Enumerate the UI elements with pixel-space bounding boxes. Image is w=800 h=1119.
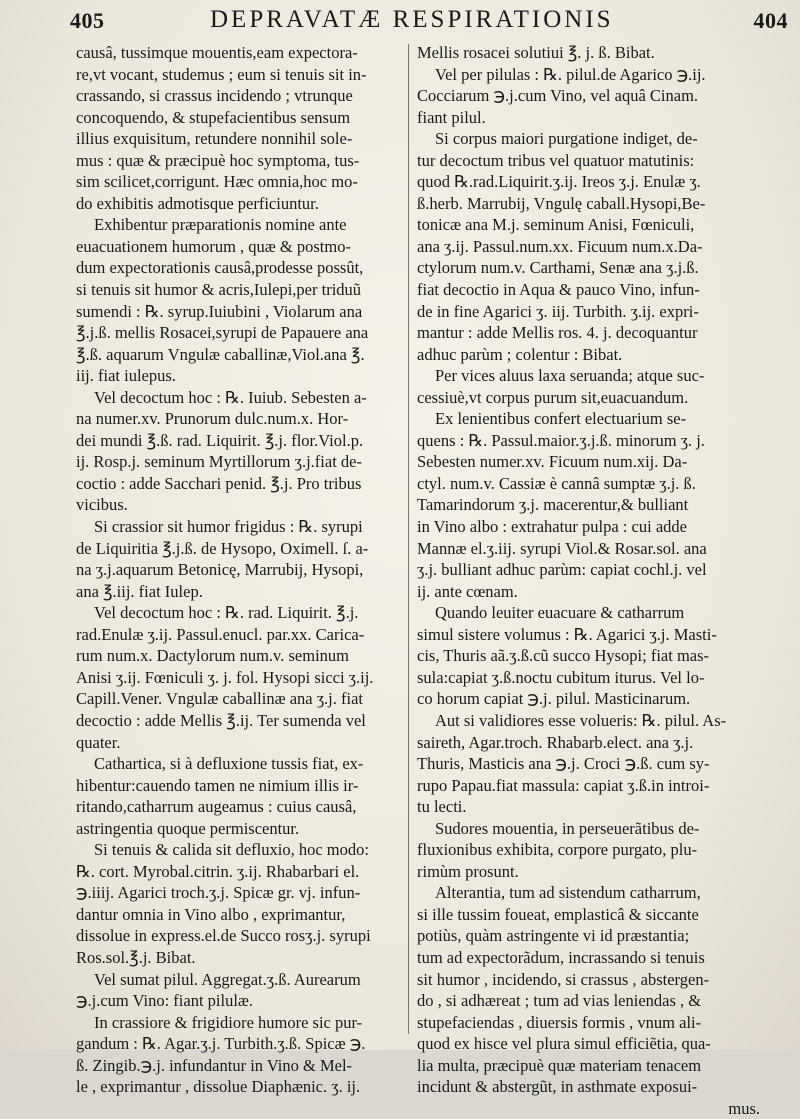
text-line: Thuris, Masticis ana ℈.j. Croci ℈.ß. cum sy-	[417, 754, 710, 774]
text-line: euacuationem humorum , quæ & postmo-	[76, 236, 351, 256]
text-line: dei mundi ℥.ß. rad. Liquirit. ℥.j. flor.Viol.p.	[76, 430, 364, 450]
text-line: simul sistere volumus : ℞. Agarici ʒ.j. Masti-	[417, 624, 717, 644]
text-line: do exhibitis admotisque perficiuntur.	[76, 193, 319, 213]
text-line: fiant pilul.	[417, 107, 486, 127]
text-line: decoctio : adde Mellis ℥.ij. Ter sumenda vel	[76, 710, 366, 730]
text-line: mantur : adde Mellis ros. 4. j. decoquantur	[417, 323, 698, 343]
text-line: sula:capiat ʒ.ß.noctu cubitum iturus. Vel lo-	[417, 667, 705, 687]
text-line: astringentia quoque permiscentur.	[76, 818, 300, 838]
text-line: Sebesten numer.xv. Ficuum num.xij. Da-	[417, 452, 688, 472]
text-line: Vel per pilulas : ℞. pilul.de Agarico ℈.ij.	[435, 64, 706, 84]
text-line: na numer.xv. Prunorum dulc.num.x. Hor-	[76, 409, 349, 429]
text-line: le , exprimantur , dissolue Diaphænic. ʒ. ij.	[76, 1077, 361, 1097]
text-line: tu lecti.	[417, 797, 467, 817]
text-line: mus : quæ & præcipuè hoc symptoma, tus-	[76, 150, 360, 170]
column-divider	[408, 44, 409, 1034]
text-line: crassando, si crassus incidendo ; vtrunque	[76, 86, 353, 106]
text-line: Sudores mouentia, in perseuerãtibus de-	[435, 818, 700, 838]
text-line: ß. Zingib.℈.j. infundantur in Vino & Mel-	[76, 1055, 353, 1075]
text-line: ana ʒ.ij. Passul.num.xx. Ficuum num.x.Da-	[417, 236, 703, 256]
text-line: lia multa, præcipuè quæ materiam tenacem	[417, 1055, 702, 1075]
text-line: ʒ.j. bulliant adhuc parùm: capiat cochl.j. vel	[417, 560, 707, 580]
text-line: In crassiore & frigidiore humore sic pur-	[94, 1012, 363, 1032]
text-line: re,vt vocant, studemus ; eum si tenuis sit in-	[76, 64, 367, 84]
text-line: causâ, tussimque mouentis,eam expectora-	[76, 43, 358, 62]
text-line: potiùs, quàm astringente vi id præstantia;	[417, 926, 690, 946]
text-line: Cocciarum ℈.j.cum Vino, vel aquâ Cinam.	[417, 86, 699, 106]
text-line: do , si adhæreat ; tum ad vias leniendas , &	[417, 991, 702, 1011]
text-line: ritando,catharrum augeamus : cuius causâ,	[76, 797, 357, 817]
text-line: fluxionibus exhibita, corpore purgato, plu-	[417, 840, 698, 860]
text-line: de Liquiritia ℥.j.ß. de Hysopo, Oximell. ſ. a-	[76, 538, 369, 558]
text-line: rum num.x. Dactylorum num.v. seminum	[76, 646, 349, 666]
page-number-right: 404	[753, 8, 788, 33]
text-line: dum expectorationis causâ,prodesse possût,	[76, 258, 364, 278]
text-line: Vel sumat pilul. Aggregat.ʒ.ß. Aurearum	[94, 969, 361, 989]
text-line: ij. Rosp.j. seminum Myrtillorum ʒ.j.fiat de-	[76, 452, 362, 472]
text-line: Cathartica, si à defluxione tussis fiat, ex-	[94, 754, 364, 774]
text-line: Si tenuis & calida sit defluxio, hoc modo:	[94, 840, 369, 860]
text-line: co horum capiat ℈.j. pilul. Masticinarum.	[417, 689, 691, 709]
text-line: quater.	[76, 732, 121, 752]
text-line: Per vices aluus laxa seruanda; atque suc-	[435, 366, 705, 386]
text-line: ctylorum num.v. Carthami, Senæ ana ʒ.j.ß.	[417, 258, 699, 278]
text-line: in Vino albo : extrahatur pulpa : cui adde	[417, 517, 687, 537]
text-line: tonicæ ana M.j. seminum Anisi, Fœniculi,	[417, 215, 695, 235]
text-line: Capill.Vener. Vngulæ caballinæ ana ʒ.j. fiat	[76, 689, 364, 709]
text-line: illius exquisitum, retundere nonnihil sole-	[76, 129, 353, 149]
text-line: quens : ℞. Passul.maior.ʒ.j.ß. minorum ʒ. j.	[417, 430, 705, 450]
running-title: DEPRAVATÆ RESPIRATIONIS	[210, 6, 614, 33]
text-line: na ʒ.j.aquarum Betonicę, Marrubij, Hysopi,	[76, 560, 364, 580]
text-line: cis, Thuris aã.ʒ.ß.cũ succo Hysopi; fiat mas-	[417, 646, 710, 666]
text-line: Si crassior sit humor frigidus : ℞. syrupi	[94, 517, 363, 537]
text-line: Mellis rosacei solutiui ℥. j. ß. Bibat.	[417, 43, 655, 62]
text-line: Exhibentur præparationis nomine ante	[94, 215, 347, 235]
text-line: dantur omnia in Vino albo , exprimantur,	[76, 904, 346, 924]
text-line: Anisi ʒ.ij. Fœniculi ʒ. j. fol. Hysopi sicci ʒ.ij.	[76, 667, 374, 687]
text-line: ctyl. num.v. Cassiæ è cannâ sumptæ ʒ.j. ß.	[417, 473, 696, 493]
text-line: gandum : ℞. Agar.ʒ.j. Turbith.ʒ.ß. Spicæ ℈.	[76, 1034, 366, 1054]
text-line: rupo Papau.fiat massula: capiat ʒ.ß.in introi-	[417, 775, 710, 795]
text-line: ℞. cort. Myrobal.citrin. ʒ.ij. Rhabarbari el.	[76, 861, 360, 881]
text-line: adhuc parùm ; colentur : Bibat.	[417, 344, 623, 364]
text-line: sumendi : ℞. syrup.Iuiubini , Violarum ana	[76, 301, 363, 321]
text-line: iij. fiat iulepus.	[76, 366, 176, 386]
text-line: dissolue in express.el.de Succo rosʒ.j. syrupi	[76, 926, 371, 946]
text-line: mus.	[728, 1098, 760, 1118]
right-text-column	[417, 42, 760, 1119]
text-line: ij. ante cœnam.	[417, 581, 518, 601]
text-line: ℥.j.ß. mellis Rosacei,syrupi de Papauere ana	[76, 323, 369, 343]
text-line: Vel decoctum hoc : ℞. rad. Liquirit. ℥.j.	[94, 603, 359, 623]
text-line: sim scilicet,corrigunt. Hæc omnia,hoc mo-	[76, 172, 358, 192]
text-line: coctio : adde Sacchari penid. ℥.j. Pro tribus	[76, 473, 362, 493]
text-line: si tenuis sit humor & acris,Iulepi,per triduũ	[76, 280, 362, 300]
text-line: ℈.iiij. Agarici troch.ʒ.j. Spicæ gr. vj. infun-	[76, 883, 361, 903]
text-line: quod ℞.rad.Liquirit.ʒ.ij. Ireos ʒ.j. Enulæ ʒ.	[417, 172, 701, 192]
text-line: Quando leuiter euacuare & catharrum	[435, 603, 685, 623]
text-line: rimùm prosunt.	[417, 861, 519, 881]
text-line: Mannæ el.ʒ.iij. syrupi Viol.& Rosar.sol. ana	[417, 538, 707, 558]
text-line: ana ℥.iij. fiat Iulep.	[76, 581, 203, 601]
text-line: sit humor , incidendo, si crassus , abstergen-	[417, 969, 710, 989]
text-line: Vel decoctum hoc : ℞. Iuiub. Sebesten a-	[94, 387, 367, 407]
text-line: Si corpus maiori purgatione indiget, de-	[435, 129, 698, 149]
text-line: saireth, Agar.troch. Rhabarb.elect. ana ʒ.j.	[417, 732, 694, 752]
text-line: fiat decoctio in Aqua & pauco Vino, infun-	[417, 280, 700, 300]
text-line: incidunt & abstergũt, in asthmate exposui-	[417, 1077, 698, 1097]
text-line: Aut si validiores esse volueris: ℞. pilul. As-	[435, 710, 727, 730]
text-line: Ros.sol.℥.j. Bibat.	[76, 947, 196, 967]
text-line: de in fine Agarici ʒ. iij. Turbith. ʒ.ij. expri-	[417, 301, 699, 321]
text-line: si ille tussim foueat, emplasticâ & siccante	[417, 904, 699, 924]
text-line: ℈.j.cum Vino: fiant pilulæ.	[76, 991, 254, 1011]
text-line: Alterantia, tum ad sistendum catharrum,	[435, 883, 701, 903]
text-line: concoquendo, & stupefacientibus sensum	[76, 107, 351, 127]
left-text-column	[76, 42, 403, 1098]
text-line: Tamarindorum ʒ.j. macerentur,& bulliant	[417, 495, 689, 515]
text-line: stupefaciendas , diuersis formis , vnum ali-	[417, 1012, 702, 1032]
text-line: rad.Enulæ ʒ.ij. Passul.enucl. par.xx. Carica-	[76, 624, 365, 644]
text-line: tum ad expectorãdum, incrassando si tenuis	[417, 947, 705, 967]
text-line: hibentur:cauendo tamen ne nimium illis ir-	[76, 775, 359, 795]
page-number-left: 405	[70, 8, 105, 33]
text-line: ß.herb. Marrubij, Vngulę caball.Hysopi,Be-	[417, 193, 706, 213]
text-line: quod ex hisce vel plura simul efficiẽtia, qua-	[417, 1034, 711, 1054]
text-line: ℥.ß. aquarum Vngulæ caballinæ,Viol.ana ℥.	[76, 344, 365, 364]
text-line: Ex lenientibus confert electuarium se-	[435, 409, 687, 429]
text-line: cessiuè,vt corpus purum sit,euacuandum.	[417, 387, 689, 407]
text-line: vicibus.	[76, 495, 128, 515]
text-line: tur decoctum tribus vel quatuor matutinis:	[417, 150, 695, 170]
